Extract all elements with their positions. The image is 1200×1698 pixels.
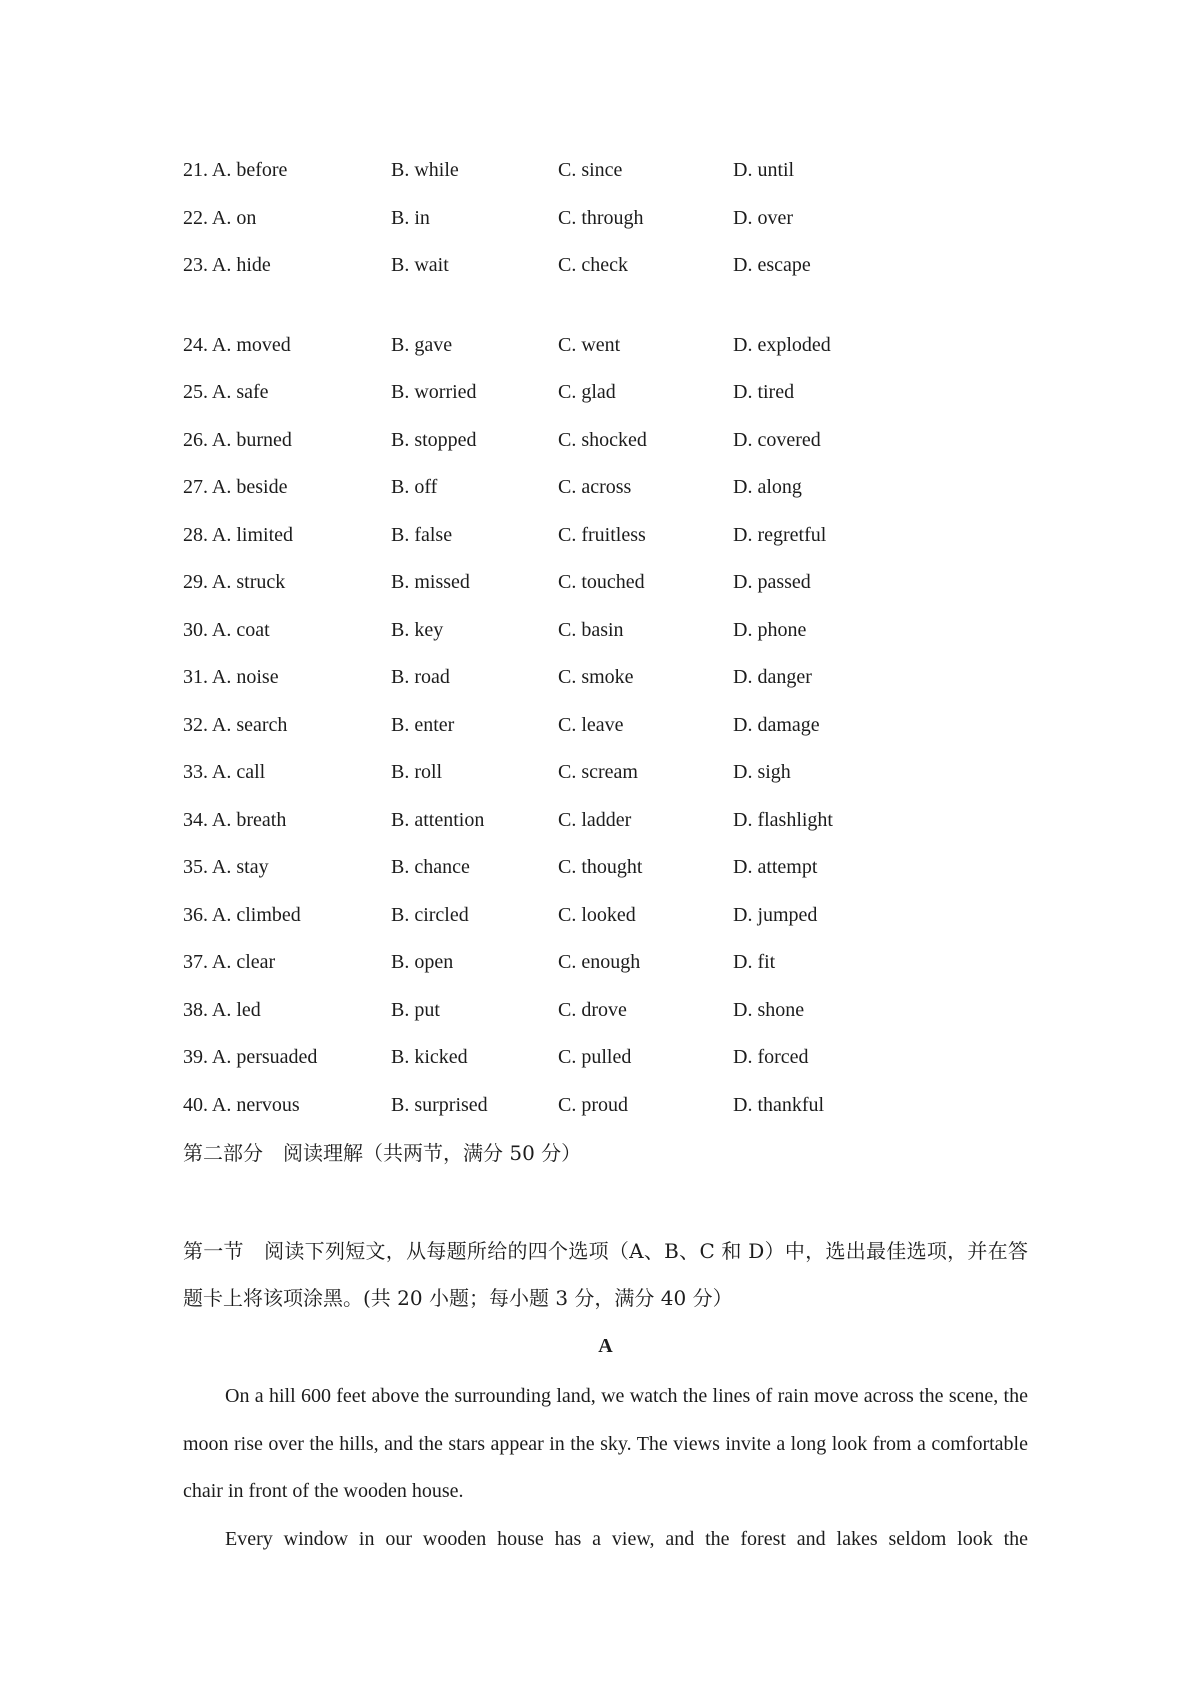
option-a: 22. A. on: [183, 206, 257, 229]
option-d: D. until: [733, 159, 795, 181]
option-a: 33. A. call: [183, 761, 266, 783]
option-b: B. enter: [391, 713, 455, 736]
option-c: C. thought: [558, 856, 643, 878]
option-a: 35. A. stay: [183, 856, 269, 878]
option-d: D. tired: [733, 381, 795, 403]
passage-title: A: [598, 1335, 613, 1357]
option-b: B. kicked: [391, 1046, 468, 1068]
option-a: 40. A. nervous: [183, 1093, 300, 1116]
option-a: 36. A. climbed: [183, 903, 301, 926]
option-a: 38. A. led: [183, 998, 261, 1021]
option-c: C. shocked: [558, 428, 647, 451]
option-a: 39. A. persuaded: [183, 1046, 318, 1068]
option-c: C. smoke: [558, 666, 634, 688]
option-b: B. roll: [391, 761, 443, 783]
question-row-37: [183, 944, 883, 992]
option-c: C. glad: [558, 381, 616, 403]
option-c: C. fruitless: [558, 523, 646, 546]
option-b: B. while: [391, 159, 459, 181]
passage-paragraph-1: On a hill 600 feet above the surrounding land, we watch the lines of rain move across the scene, the moon rise over the hills, and the stars appear in the sky. The views invite a long look from a comfortable chair in front of the wooden house.: [183, 1385, 1028, 1502]
option-c: C. went: [558, 333, 621, 356]
option-a: 31. A. noise: [183, 666, 279, 688]
option-b: B. wait: [391, 254, 449, 276]
section-heading: 第二部分 阅读理解（共两节，满分 50 分）: [183, 1141, 582, 1165]
option-b: B. attention: [391, 808, 485, 831]
question-row-22: [183, 200, 883, 248]
option-a: 28. A. limited: [183, 523, 294, 546]
question-row-25: [183, 374, 883, 422]
option-d: D. shone: [733, 998, 805, 1021]
option-a: 27. A. beside: [183, 476, 288, 498]
option-b: B. chance: [391, 856, 470, 878]
option-a: 30. A. coat: [183, 618, 270, 641]
option-d: D. exploded: [733, 333, 831, 356]
question-row-33: [183, 754, 883, 802]
option-d: D. passed: [733, 571, 811, 593]
option-d: D. danger: [733, 666, 812, 688]
option-a: 24. A. moved: [183, 333, 291, 356]
option-a: 26. A. burned: [183, 428, 292, 451]
question-row-21: [183, 152, 883, 200]
option-c: C. touched: [558, 571, 645, 593]
option-c: C. scream: [558, 761, 638, 783]
option-b: B. in: [391, 206, 430, 229]
option-d: D. flashlight: [733, 808, 833, 831]
option-a: 25. A. safe: [183, 381, 269, 403]
option-d: D. damage: [733, 713, 820, 736]
option-c: C. leave: [558, 713, 624, 736]
question-row-35: [183, 849, 883, 897]
option-c: C. pulled: [558, 1046, 632, 1068]
option-d: D. sigh: [733, 761, 791, 783]
option-b: B. false: [391, 523, 453, 546]
option-b: B. missed: [391, 571, 470, 593]
option-b: B. road: [391, 666, 450, 688]
question-row-36: [183, 897, 883, 945]
option-b: B. stopped: [391, 428, 477, 451]
question-row-29: [183, 564, 883, 612]
option-c: C. looked: [558, 903, 636, 926]
question-row-34: [183, 802, 883, 850]
option-d: D. regretful: [733, 523, 827, 546]
question-row-40: [183, 1087, 883, 1135]
option-b: B. open: [391, 951, 454, 973]
option-d: D. escape: [733, 254, 811, 276]
cloze-options-list: [183, 152, 883, 1134]
passage-paragraph-2: Every window in our wooden house has a view, and the forest and lakes seldom look the: [225, 1527, 1028, 1550]
option-a: 34. A. breath: [183, 808, 287, 831]
option-a: 37. A. clear: [183, 951, 276, 973]
question-row-28: [183, 517, 883, 565]
question-row-23: [183, 247, 883, 295]
option-c: C. basin: [558, 618, 624, 641]
option-d: D. phone: [733, 618, 807, 641]
option-c: C. across: [558, 476, 632, 498]
option-c: C. ladder: [558, 808, 632, 831]
reading-passage: [183, 1373, 1028, 1563]
question-row-31: [183, 659, 883, 707]
option-d: D. over: [733, 206, 793, 229]
question-row-32: [183, 707, 883, 755]
option-d: D. fit: [733, 951, 776, 973]
option-c: C. proud: [558, 1093, 628, 1116]
option-b: B. gave: [391, 333, 453, 356]
option-b: B. put: [391, 998, 440, 1021]
option-a: 29. A. struck: [183, 571, 286, 593]
question-row-24: [183, 327, 883, 375]
option-c: C. check: [558, 254, 628, 276]
question-row-39: [183, 1039, 883, 1087]
option-a: 23. A. hide: [183, 254, 271, 276]
option-a: 32. A. search: [183, 713, 288, 736]
option-d: D. attempt: [733, 856, 818, 878]
question-row-38: [183, 992, 883, 1040]
section-instruction: 第一节 阅读下列短文，从每题所给的四个选项（A、B、C 和 D）中，选出最佳选项，并在答题卡上将该项涂黑。(共 20 小题；每小题 3 分，满分 40 分）: [183, 1239, 1028, 1310]
option-a: 21. A. before: [183, 159, 288, 181]
option-c: C. since: [558, 159, 623, 181]
option-b: B. off: [391, 476, 438, 498]
option-b: B. worried: [391, 381, 477, 403]
option-c: C. drove: [558, 998, 627, 1021]
option-c: C. through: [558, 206, 644, 229]
option-d: D. covered: [733, 428, 821, 451]
option-d: D. along: [733, 476, 802, 498]
option-b: B. surprised: [391, 1093, 488, 1116]
option-d: D. jumped: [733, 903, 818, 926]
question-row-30: [183, 612, 883, 660]
option-d: D. thankful: [733, 1093, 825, 1116]
question-row-27: [183, 469, 883, 517]
question-row-26: [183, 422, 883, 470]
option-b: B. circled: [391, 903, 469, 926]
option-b: B. key: [391, 618, 444, 641]
option-c: C. enough: [558, 951, 641, 973]
option-d: D. forced: [733, 1046, 809, 1068]
